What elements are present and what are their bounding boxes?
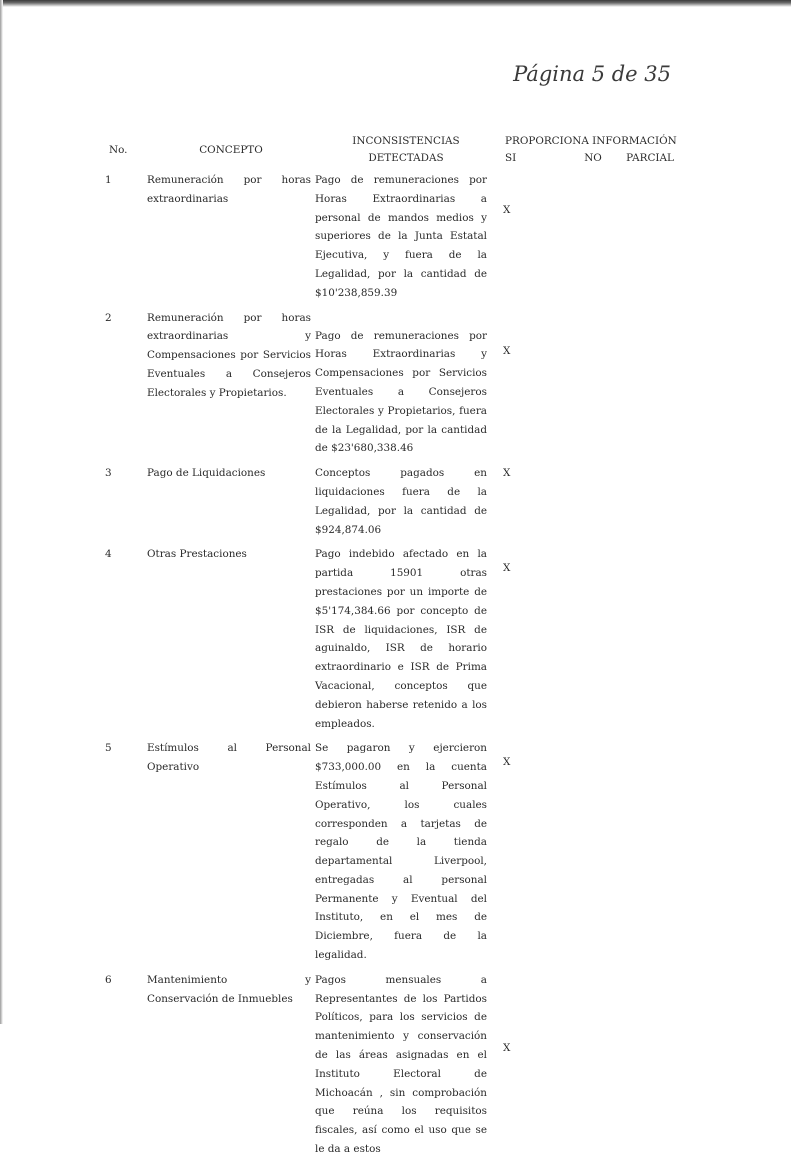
row-si-mark xyxy=(497,735,565,967)
row-no-mark xyxy=(565,967,621,1161)
scan-border-top xyxy=(0,0,791,7)
row-si-mark xyxy=(497,460,565,541)
row-inconsistencia: Se pagaron y ejercieron $733,000.00 en la cuenta Estímulos al Personal Operativo, los cuales corresponden a tarjetas de regalo de la tienda departamental Liverpool, entregadas al personal Permanente y Eventual del Instituto, en el mes de Diciembre, fuera de la legalidad. xyxy=(315,742,487,962)
row-inconsistencia: Pagos mensuales a Representantes de los Partidos Políticos, para los servicios de mantenimiento y conservación de las áreas asignadas en el Instituto Electoral de Michoacán , sin comprobación que reúna los requisitos fiscales, así como el uso que se le da a estos xyxy=(315,973,487,1156)
table-row xyxy=(103,460,679,541)
row-parcial-mark xyxy=(621,167,679,305)
row-parcial-mark xyxy=(621,735,679,967)
table-row xyxy=(103,541,679,735)
header-si: SI xyxy=(505,152,517,164)
row-concepto: Remuneración por horas extraordinarias xyxy=(147,174,311,205)
row-no-mark xyxy=(565,167,621,305)
row-si-mark xyxy=(497,305,565,461)
header-inconsistencias xyxy=(315,133,497,167)
row-inconsistencia xyxy=(315,305,497,461)
si-mark: X xyxy=(503,562,511,575)
row-concepto: Remuneración por horas extraordinarias y Compensaciones por Servicios Eventuales a Consejeros Electorales y Propietarios. xyxy=(147,311,311,399)
row-no-mark xyxy=(565,735,621,967)
si-mark: X xyxy=(503,756,511,769)
si-mark: X xyxy=(503,1041,511,1054)
row-number: 5 xyxy=(105,742,112,755)
row-si-mark xyxy=(497,541,565,735)
inconsistencies-table xyxy=(103,133,679,1161)
row-si-mark xyxy=(497,967,565,1161)
row-parcial-mark xyxy=(621,305,679,461)
table-row xyxy=(103,167,679,305)
table-row xyxy=(103,967,679,1161)
si-mark: X xyxy=(503,204,511,216)
table-header xyxy=(103,133,679,167)
row-number: 4 xyxy=(105,548,112,561)
row-number: 2 xyxy=(105,311,112,324)
header-inconsistencias-label: INCONSISTENCIAS DETECTADAS xyxy=(352,135,460,164)
table-row xyxy=(103,305,679,461)
row-parcial-mark xyxy=(621,967,679,1161)
si-mark: X xyxy=(503,344,511,357)
row-number: 6 xyxy=(105,973,112,986)
row-inconsistencia-text: Pago de remuneraciones por Horas Extraordinarias y Compensaciones por Servicios Eventuales a Consejeros Electorales y Propietarios, fuera de la Legalidad, por la cantidad de $23'680,338.46 xyxy=(315,329,487,455)
row-parcial-mark xyxy=(621,541,679,735)
header-no: No. xyxy=(109,144,128,156)
row-number: 3 xyxy=(105,467,112,480)
row-si-mark xyxy=(497,167,565,305)
scan-border-left xyxy=(0,0,3,1024)
header-parcial: PARCIAL xyxy=(626,152,674,164)
row-no-mark xyxy=(565,460,621,541)
row-no-mark xyxy=(565,541,621,735)
row-number: 1 xyxy=(105,174,112,186)
row-no-mark xyxy=(565,305,621,461)
si-mark: X xyxy=(503,467,511,480)
header-no-col: NO xyxy=(584,152,602,164)
row-concepto: Mantenimiento y Conservación de Inmuebles xyxy=(147,973,311,1005)
row-concepto: Pago de Liquidaciones xyxy=(147,467,266,480)
row-inconsistencia: Pago indebido afectado en la partida 15901 otras prestaciones por un importe de $5'174,384.66 por concepto de ISR de liquidaciones, ISR de aguinaldo, ISR de horario extraordinario e ISR de Prima Vacacional, conceptos que debieron haberse retenido a los empleados. xyxy=(315,548,487,730)
table-row xyxy=(103,735,679,967)
header-proporciona: PROPORCIONA INFORMACIÓN xyxy=(505,135,677,147)
row-inconsistencia: Conceptos pagados en liquidaciones fuera de la Legalidad, por la cantidad de $924,874.06 xyxy=(315,467,487,536)
row-parcial-mark xyxy=(621,460,679,541)
page-number: Página 5 de 35 xyxy=(513,62,671,86)
header-concepto: CONCEPTO xyxy=(199,144,263,156)
row-concepto: Estímulos al Personal Operativo xyxy=(147,742,311,774)
row-inconsistencia: Pago de remuneraciones por Horas Extraordinarias a personal de mandos medios y superiores de la Junta Estatal Ejecutiva, y fuera de la Legalidad, por la cantidad de $10'238,859.39 xyxy=(315,174,487,299)
row-concepto: Otras Prestaciones xyxy=(147,548,247,561)
